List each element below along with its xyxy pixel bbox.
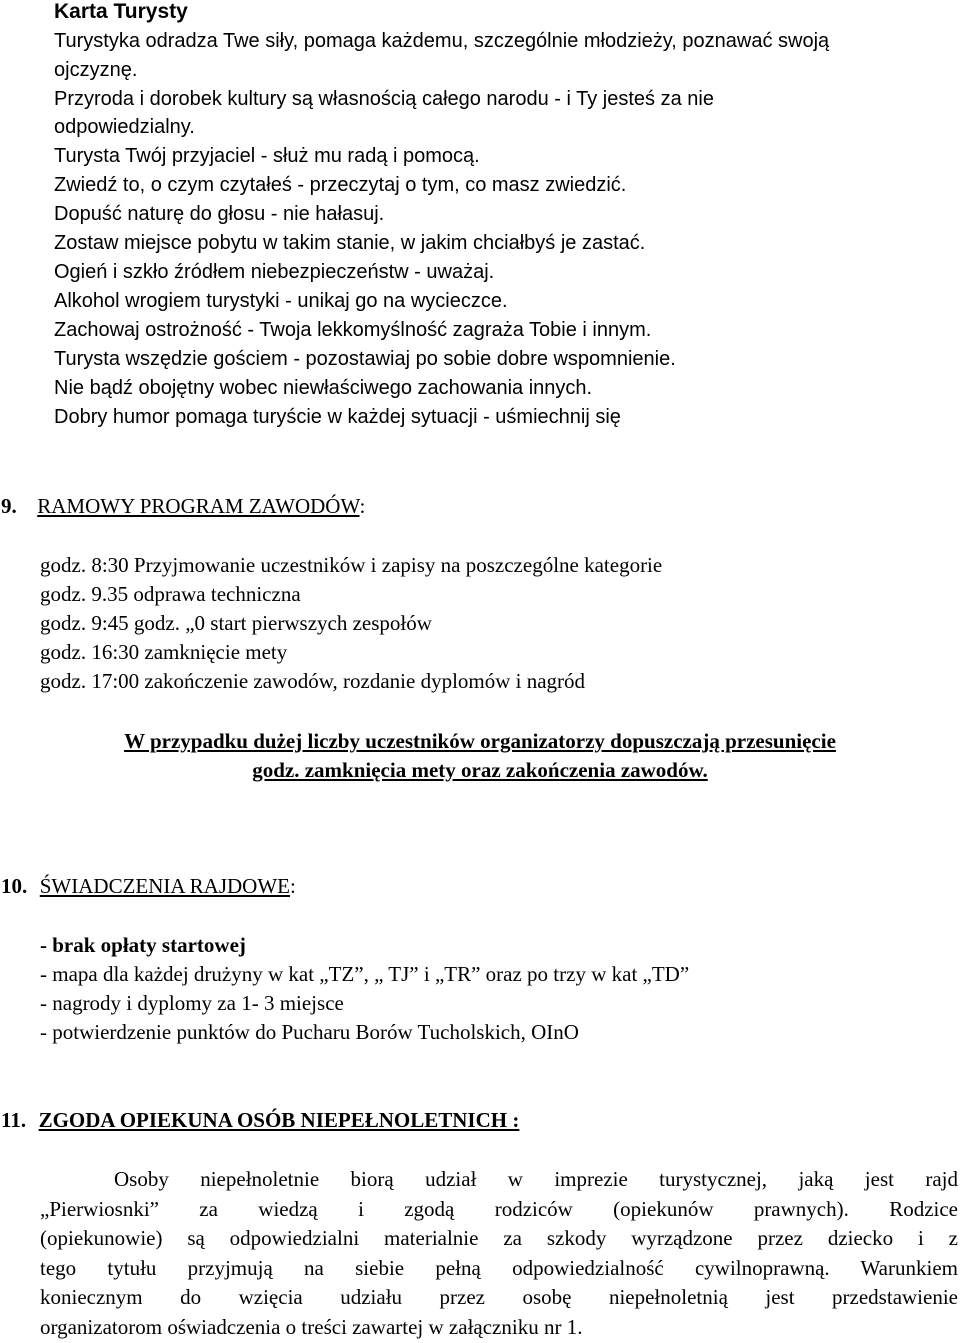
karta-line-6: Zwiedź to, o czym czytałeś - przeczytaj o tym, co masz zwiedzić. xyxy=(54,174,627,196)
consent-paragraph xyxy=(40,1165,958,1343)
schedule-item-1: godz. 8:30 Przyjmowanie uczestników i zapisy na poszczególne kategorie xyxy=(40,553,663,577)
section-10-heading xyxy=(1,874,296,898)
benefit-item-1: - brak opłaty startowej xyxy=(40,933,246,957)
karta-line-5: Turysta Twój przyjaciel - służ mu radą i pomocą. xyxy=(54,145,480,167)
karta-line-12: Turysta wszędzie gościem - pozostawiaj po sobie dobre wspomnienie. xyxy=(54,348,676,370)
section-10-title: ŚWIADCZENIA RAJDOWE xyxy=(39,874,290,898)
schedule-item-5: godz. 17:00 zakończenie zawodów, rozdanie dyplomów i nagród xyxy=(40,669,586,693)
benefit-item-2: - mapa dla każdej drużyny w kat „TZ”, „ TJ” i „TR” oraz po trzy w kat „TD” xyxy=(40,962,690,986)
section-11-title: ZGODA OPIEKUNA OSÓB NIEPEŁNOLETNICH : xyxy=(38,1108,520,1132)
schedule-item-2: godz. 9.35 odprawa techniczna xyxy=(40,582,301,606)
section-9-number: 9. xyxy=(1,494,17,518)
section-10-colon: : xyxy=(289,874,296,898)
section-10-number: 10. xyxy=(1,874,28,898)
notice-line-1: W przypadku dużej liczby uczestników organizatorzy dopuszczają przesunięcie xyxy=(124,729,836,753)
section-11-heading xyxy=(1,1108,519,1132)
karta-line-4: odpowiedzialny. xyxy=(54,116,195,138)
consent-line-6: organizatorom oświadczenia o treści zawartej w załączniku nr 1. xyxy=(40,1314,583,1339)
section-9-heading xyxy=(1,494,365,518)
section-9-colon: : xyxy=(359,494,366,518)
karta-line-1: Turystyka odradza Twe siły, pomaga każdemu, szczególnie młodzieży, poznawać swoją xyxy=(54,30,830,52)
karta-line-7: Dopuść naturę do głosu - nie hałasuj. xyxy=(54,203,385,225)
section-11-number: 11. xyxy=(1,1108,27,1132)
karta-line-3: Przyroda i dorobek kultury są własnością całego narodu - i Ty jesteś za nie xyxy=(54,88,714,110)
notice-line-2: godz. zamknięcia mety oraz zakończenia zawodów. xyxy=(252,758,708,782)
section-9-title: RAMOWY PROGRAM ZAWODÓW xyxy=(37,494,360,518)
consent-line-2: „Pierwiosnki” za wiedzą i zgodą rodziców (opiekunów prawnych). Rodzice xyxy=(40,1196,958,1221)
schedule-item-3: godz. 9:45 godz. „0 start pierwszych zespołów xyxy=(40,611,432,635)
benefit-item-4: - potwierdzenie punktów do Pucharu Borów Tucholskich, OInO xyxy=(40,1020,579,1044)
karta-title: Karta Turysty xyxy=(54,0,188,23)
karta-line-9: Ogień i szkło źródłem niebezpieczeństw - uważaj. xyxy=(54,261,495,283)
benefit-item-3: - nagrody i dyplomy za 1- 3 miejsce xyxy=(40,991,344,1015)
karta-line-11: Zachowaj ostrożność - Twoja lekkomyślność zagraża Tobie i innym. xyxy=(54,319,652,341)
schedule-item-4: godz. 16:30 zamknięcie mety xyxy=(40,640,288,664)
karta-line-10: Alkohol wrogiem turystyki - unikaj go na wycieczce. xyxy=(54,290,508,312)
consent-line-5: koniecznym do wzięcia udziału przez osobę niepełnoletnią jest przedstawienie xyxy=(40,1285,958,1310)
karta-line-8: Zostaw miejsce pobytu w takim stanie, w jakim chciałbyś je zastać. xyxy=(54,232,646,254)
consent-line-4: tego tytułu przyjmują na siebie pełną odpowiedzialność cywilnoprawną. Warunkiem xyxy=(40,1255,958,1280)
karta-line-2: ojczyznę. xyxy=(54,59,138,81)
consent-line-3: (opiekunowie) są odpowiedzialni materialnie za szkody wyrządzone przez dziecko i z xyxy=(40,1226,958,1251)
consent-line-1: Osoby niepełnoletnie biorą udział w imprezie turystycznej, jaką jest rajd xyxy=(114,1167,958,1191)
karta-line-13: Nie bądź obojętny wobec niewłaściwego zachowania innych. xyxy=(54,377,593,399)
karta-line-14: Dobry humor pomaga turyście w każdej sytuacji - uśmiechnij się xyxy=(54,406,621,428)
